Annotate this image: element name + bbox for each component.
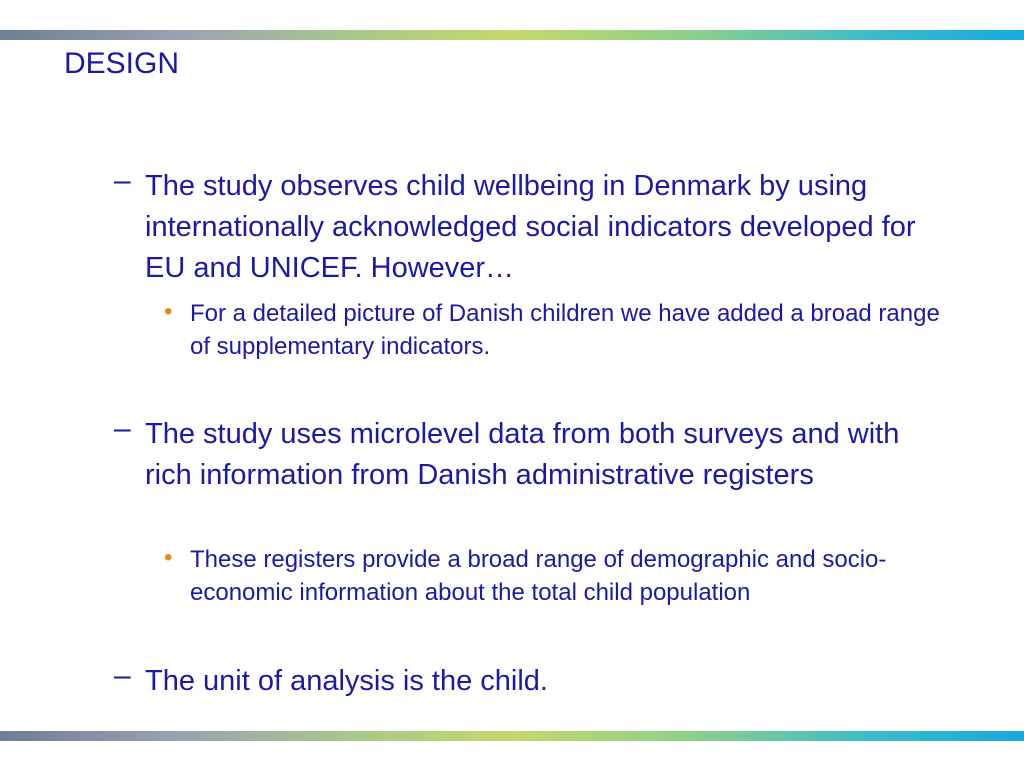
dash-marker: – [114,659,131,692]
bullet-item [114,414,934,496]
slide-title: DESIGN [64,47,180,80]
sub-bullet-item [164,543,944,609]
bullet-text: The study uses microlevel data from both surveys and with rich information from Danish administrative registers [145,418,900,491]
bullet-item [114,661,934,702]
sub-bullet-text: For a detailed picture of Danish children we have added a broad range of supplementary indicators. [190,300,940,360]
sub-bullet-item [164,297,944,363]
sub-bullet-text: These registers provide a broad range of demographic and socio-economic information about the total child population [190,546,887,606]
bottom-decorative-stripe [0,731,1024,741]
dash-marker: – [114,164,131,197]
bullet-item [114,166,934,289]
bullet-text: The unit of analysis is the child. [145,665,548,697]
top-decorative-stripe [0,30,1024,40]
dash-marker: – [114,412,131,445]
bullet-text: The study observes child wellbeing in Denmark by using internationally acknowledged social indicators developed for EU and UNICEF. However… [145,170,916,284]
dot-marker: • [164,298,173,325]
dot-marker: • [164,544,173,571]
